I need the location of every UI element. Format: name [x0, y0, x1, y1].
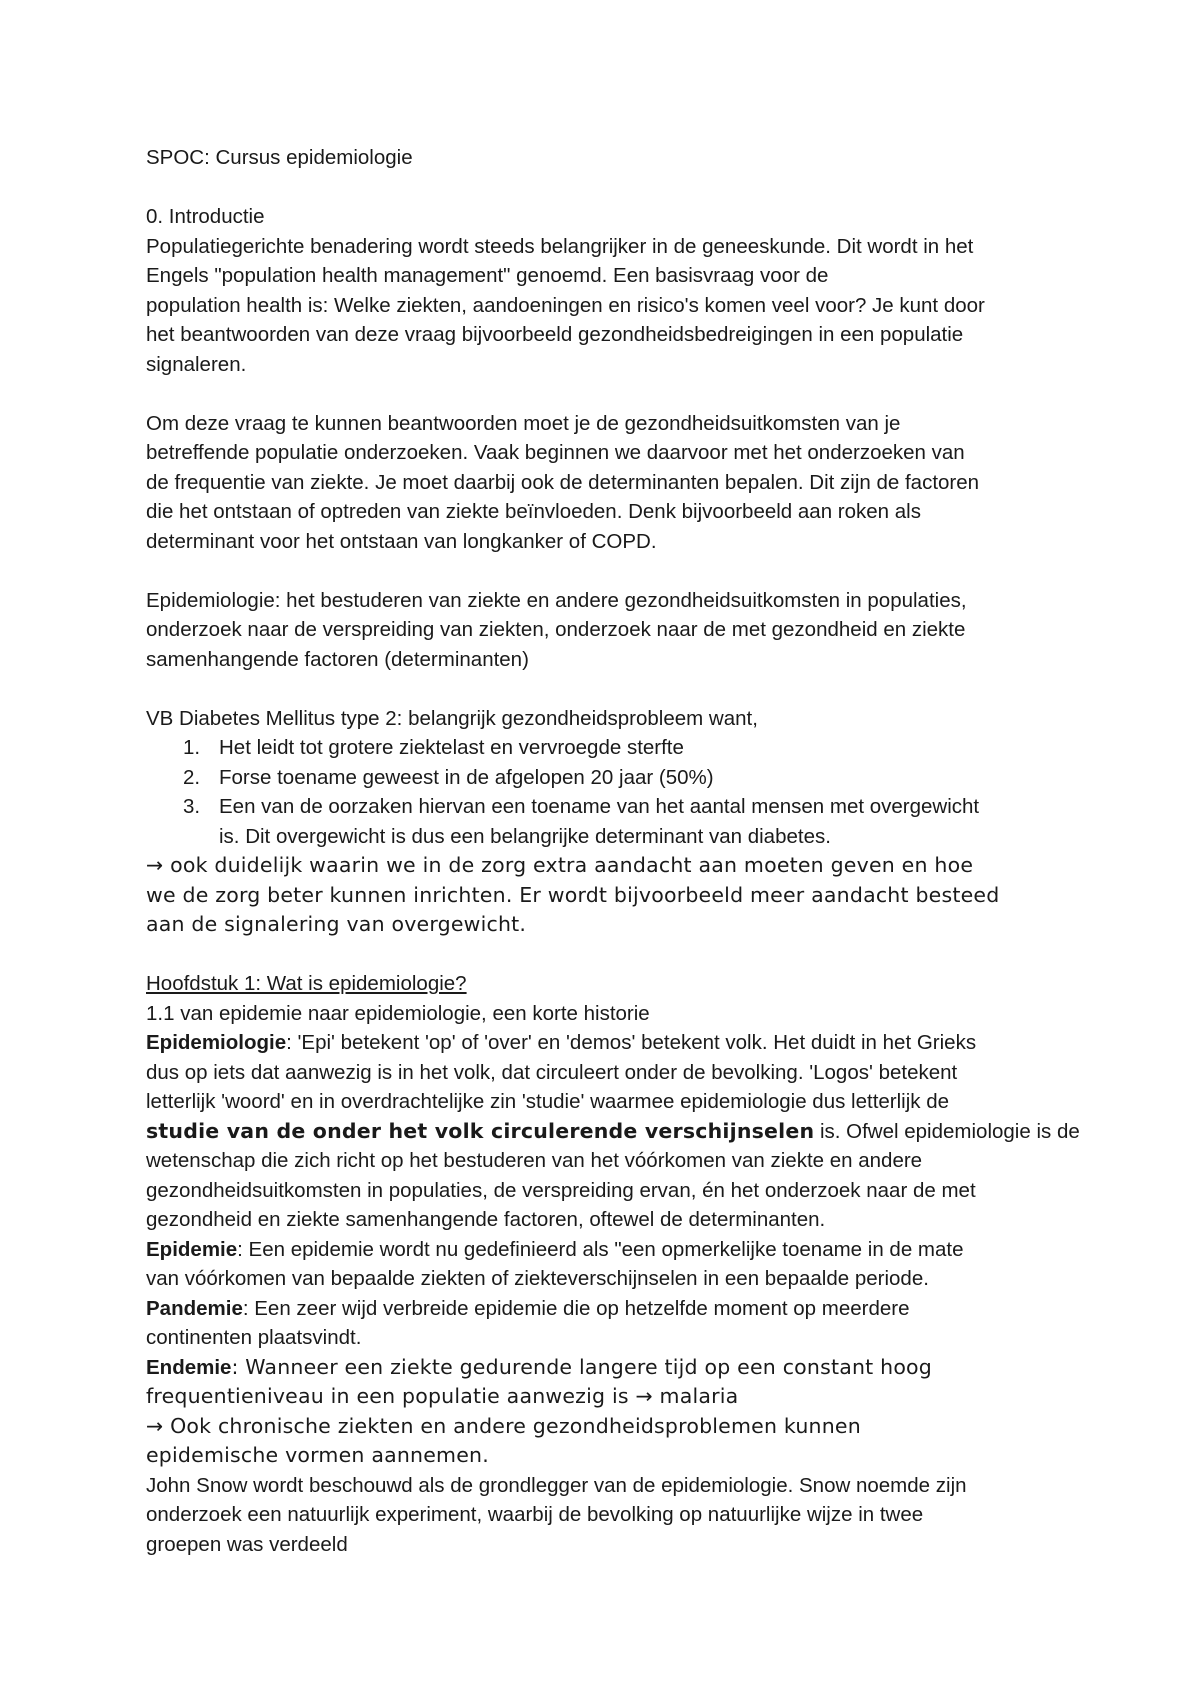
document-title: SPOC: Cursus epidemiologie — [146, 146, 413, 169]
text-line: → Ook chronische ziekten en andere gezondheidsproblemen kunnen — [146, 1413, 861, 1438]
definition-text: : 'Epi' betekent 'op' of 'over' en 'demos' betekent volk. Het duidt in het Grieks — [286, 1031, 977, 1054]
text-line: → ook duidelijk waarin we in de zorg extra aandacht aan moeten geven en hoe — [146, 853, 974, 877]
text-line: Populatiegerichte benadering wordt steeds belangrijker in de geneeskunde. Dit wordt in het — [146, 234, 974, 258]
paragraph-john-snow — [146, 1471, 1080, 1560]
definition-pandemie — [146, 1294, 1080, 1353]
numbered-list — [146, 733, 1080, 851]
text-line — [146, 1235, 1080, 1265]
text-line — [146, 1353, 1080, 1383]
text-line: signaleren. — [146, 352, 247, 376]
spacer — [146, 173, 1080, 203]
text-line: groepen was verdeeld — [146, 1532, 348, 1556]
paragraph-epidemiologie-definitie — [146, 586, 1080, 675]
text-line: Epidemiologie: het bestuderen van ziekte en andere gezondheidsuitkomsten in populaties, — [146, 588, 967, 612]
list-item-text: Forse toename geweest in de afgelopen 20 jaar (50%) — [219, 765, 714, 789]
term-endemie: Endemie — [146, 1355, 232, 1379]
text-line: frequentieniveau in een populatie aanwezig is → malaria — [146, 1384, 739, 1408]
spacer — [146, 556, 1080, 586]
text-line: determinant voor het ontstaan van longkanker of COPD. — [146, 529, 657, 553]
term-epidemie: Epidemie — [146, 1237, 238, 1261]
text-line: wetenschap die zich richt op het bestuderen van het vóórkomen van ziekte en andere — [146, 1149, 923, 1172]
subsection-heading: 1.1 van epidemie naar epidemiologie, een korte historie — [146, 1001, 650, 1025]
list-number: 3. — [183, 795, 201, 818]
text-line: die het ontstaan of optreden van ziekte beïnvloeden. Denk bijvoorbeeld aan roken als — [146, 500, 921, 523]
list-item — [146, 792, 1080, 851]
definition-text: : Een epidemie wordt nu gedefinieerd als "een opmerkelijke toename in de mate — [237, 1237, 964, 1261]
text-line — [146, 1294, 1080, 1324]
definition-epidemiologie — [146, 1028, 1080, 1235]
list-number: 1. — [183, 736, 201, 759]
section-heading-introductie: 0. Introductie — [146, 205, 265, 228]
example-diabetes-line: VB Diabetes Mellitus type 2: belangrijk gezondheidsprobleem want, — [146, 706, 758, 730]
text-line: we de zorg beter kunnen inrichten. Er wordt bijvoorbeeld meer aandacht besteed — [146, 882, 1000, 907]
paragraph-gezondheidsuitkomsten — [146, 409, 1080, 557]
emphasis-text: studie van de onder het volk circulerende verschijnselen — [146, 1118, 815, 1143]
text-line: dus op iets dat aanwezig is in het volk, dat circuleert onder de bevolking. 'Logos' betekent — [146, 1060, 958, 1084]
text-line — [146, 1028, 1080, 1058]
chapter-heading: Hoofdstuk 1: Wat is epidemiologie? — [146, 972, 467, 995]
text-line: gezondheidsuitkomsten in populaties, de verspreiding ervan, én het onderzoek naar de met — [146, 1178, 976, 1202]
spacer — [146, 379, 1080, 409]
text-line: samenhangende factoren (determinanten) — [146, 647, 529, 671]
text-line: gezondheid en ziekte samenhangende factoren, oftewel de determinanten. — [146, 1208, 826, 1231]
definition-epidemie — [146, 1235, 1080, 1294]
text-line: het beantwoorden van deze vraag bijvoorbeeld gezondheidsbedreigingen in een populatie — [146, 323, 964, 346]
spacer — [146, 674, 1080, 704]
text-line: John Snow wordt beschouwd als de grondlegger van de epidemiologie. Snow noemde zijn — [146, 1473, 967, 1497]
text-line — [146, 1117, 1080, 1147]
list-item-text: Een van de oorzaken hiervan een toename van het aantal mensen met overgewicht — [219, 795, 980, 818]
text-line: de frequentie van ziekte. Je moet daarbij ook de determinanten bepalen. Dit zijn de factoren — [146, 470, 980, 494]
text-line: epidemische vormen aannemen. — [146, 1443, 489, 1467]
text-line: van vóórkomen van bepaalde ziekten of ziekteverschijnselen in een bepaalde periode. — [146, 1267, 929, 1290]
definition-text: : Wanneer een ziekte gedurende langere tijd op een constant hoog — [231, 1354, 933, 1379]
spacer — [146, 940, 1080, 970]
term-epidemiologie: Epidemiologie — [146, 1031, 287, 1054]
text-line: population health is: Welke ziekten, aandoeningen en risico's komen veel voor? Je kunt door — [146, 293, 985, 317]
list-item-text: Het leidt tot grotere ziektelast en vervroegde sterfte — [219, 736, 684, 759]
definition-text: : Een zeer wijd verbreide epidemie die op hetzelfde moment op meerdere — [242, 1296, 910, 1320]
list-item-text: is. Dit overgewicht is dus een belangrijke determinant van diabetes. — [219, 824, 831, 848]
definition-endemie — [146, 1353, 1080, 1471]
text-line: betreffende populatie onderzoeken. Vaak beginnen we daarvoor met het onderzoeken van — [146, 441, 965, 464]
list-item — [146, 733, 1080, 763]
paragraph-population-health — [146, 232, 1080, 380]
text-line: aan de signalering van overgewicht. — [146, 912, 527, 936]
text-line: letterlijk 'woord' en in overdrachtelijke zin 'studie' waarmee epidemiologie dus letterlijk de — [146, 1090, 950, 1113]
text-line: onderzoek naar de verspreiding van ziekten, onderzoek naar de met gezondheid en ziekte — [146, 618, 966, 641]
text-line: continenten plaatsvindt. — [146, 1326, 362, 1349]
text-line: onderzoek een natuurlijk experiment, waarbij de bevolking op natuurlijke wijze in twee — [146, 1503, 924, 1526]
definition-text: is. Ofwel epidemiologie is de — [814, 1119, 1080, 1143]
list-number: 2. — [183, 765, 201, 789]
list-item — [146, 763, 1080, 793]
term-pandemie: Pandemie — [146, 1296, 243, 1320]
text-line: Om deze vraag te kunnen beantwoorden moet je de gezondheidsuitkomsten van je — [146, 411, 901, 435]
paragraph-arrow-zorg — [146, 851, 1080, 940]
text-line: Engels "population health management" genoemd. Een basisvraag voor de — [146, 264, 829, 287]
